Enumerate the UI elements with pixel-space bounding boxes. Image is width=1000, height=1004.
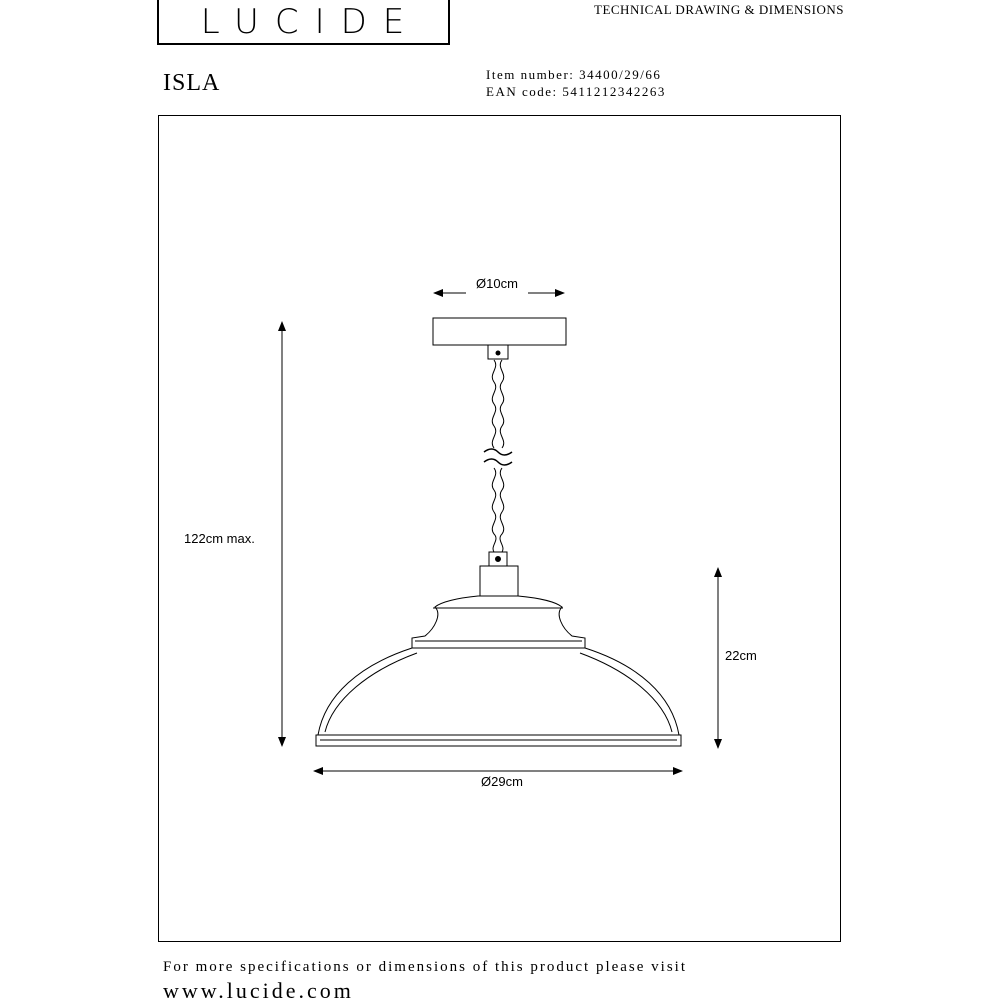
canopy-diameter-label: Ø10cm <box>476 276 518 291</box>
product-name: ISLA <box>163 70 221 96</box>
shade-diameter-dimension <box>314 771 682 789</box>
lamp-shade <box>316 552 681 746</box>
document-type-label: TECHNICAL DRAWING & DIMENSIONS <box>594 2 844 17</box>
brand-logo-text: LUCIDE <box>200 2 421 42</box>
total-height-label: 122cm max. <box>184 531 255 546</box>
shade-diameter-label: Ø29cm <box>481 774 523 789</box>
shade-height-dimension <box>718 568 757 748</box>
suspension-cable <box>484 360 512 552</box>
item-number: Item number: 34400/29/66 <box>486 67 662 82</box>
footer-url-link[interactable]: www.lucide.com <box>163 978 354 1003</box>
ceiling-canopy <box>433 318 566 359</box>
ean-code: EAN code: 5411212342263 <box>486 84 666 99</box>
shade-height-label: 22cm <box>725 648 757 663</box>
canopy-diameter-dimension <box>434 276 564 293</box>
footer-note: For more specifications or dimensions of this product please visit <box>163 959 688 975</box>
total-height-dimension <box>184 322 282 746</box>
